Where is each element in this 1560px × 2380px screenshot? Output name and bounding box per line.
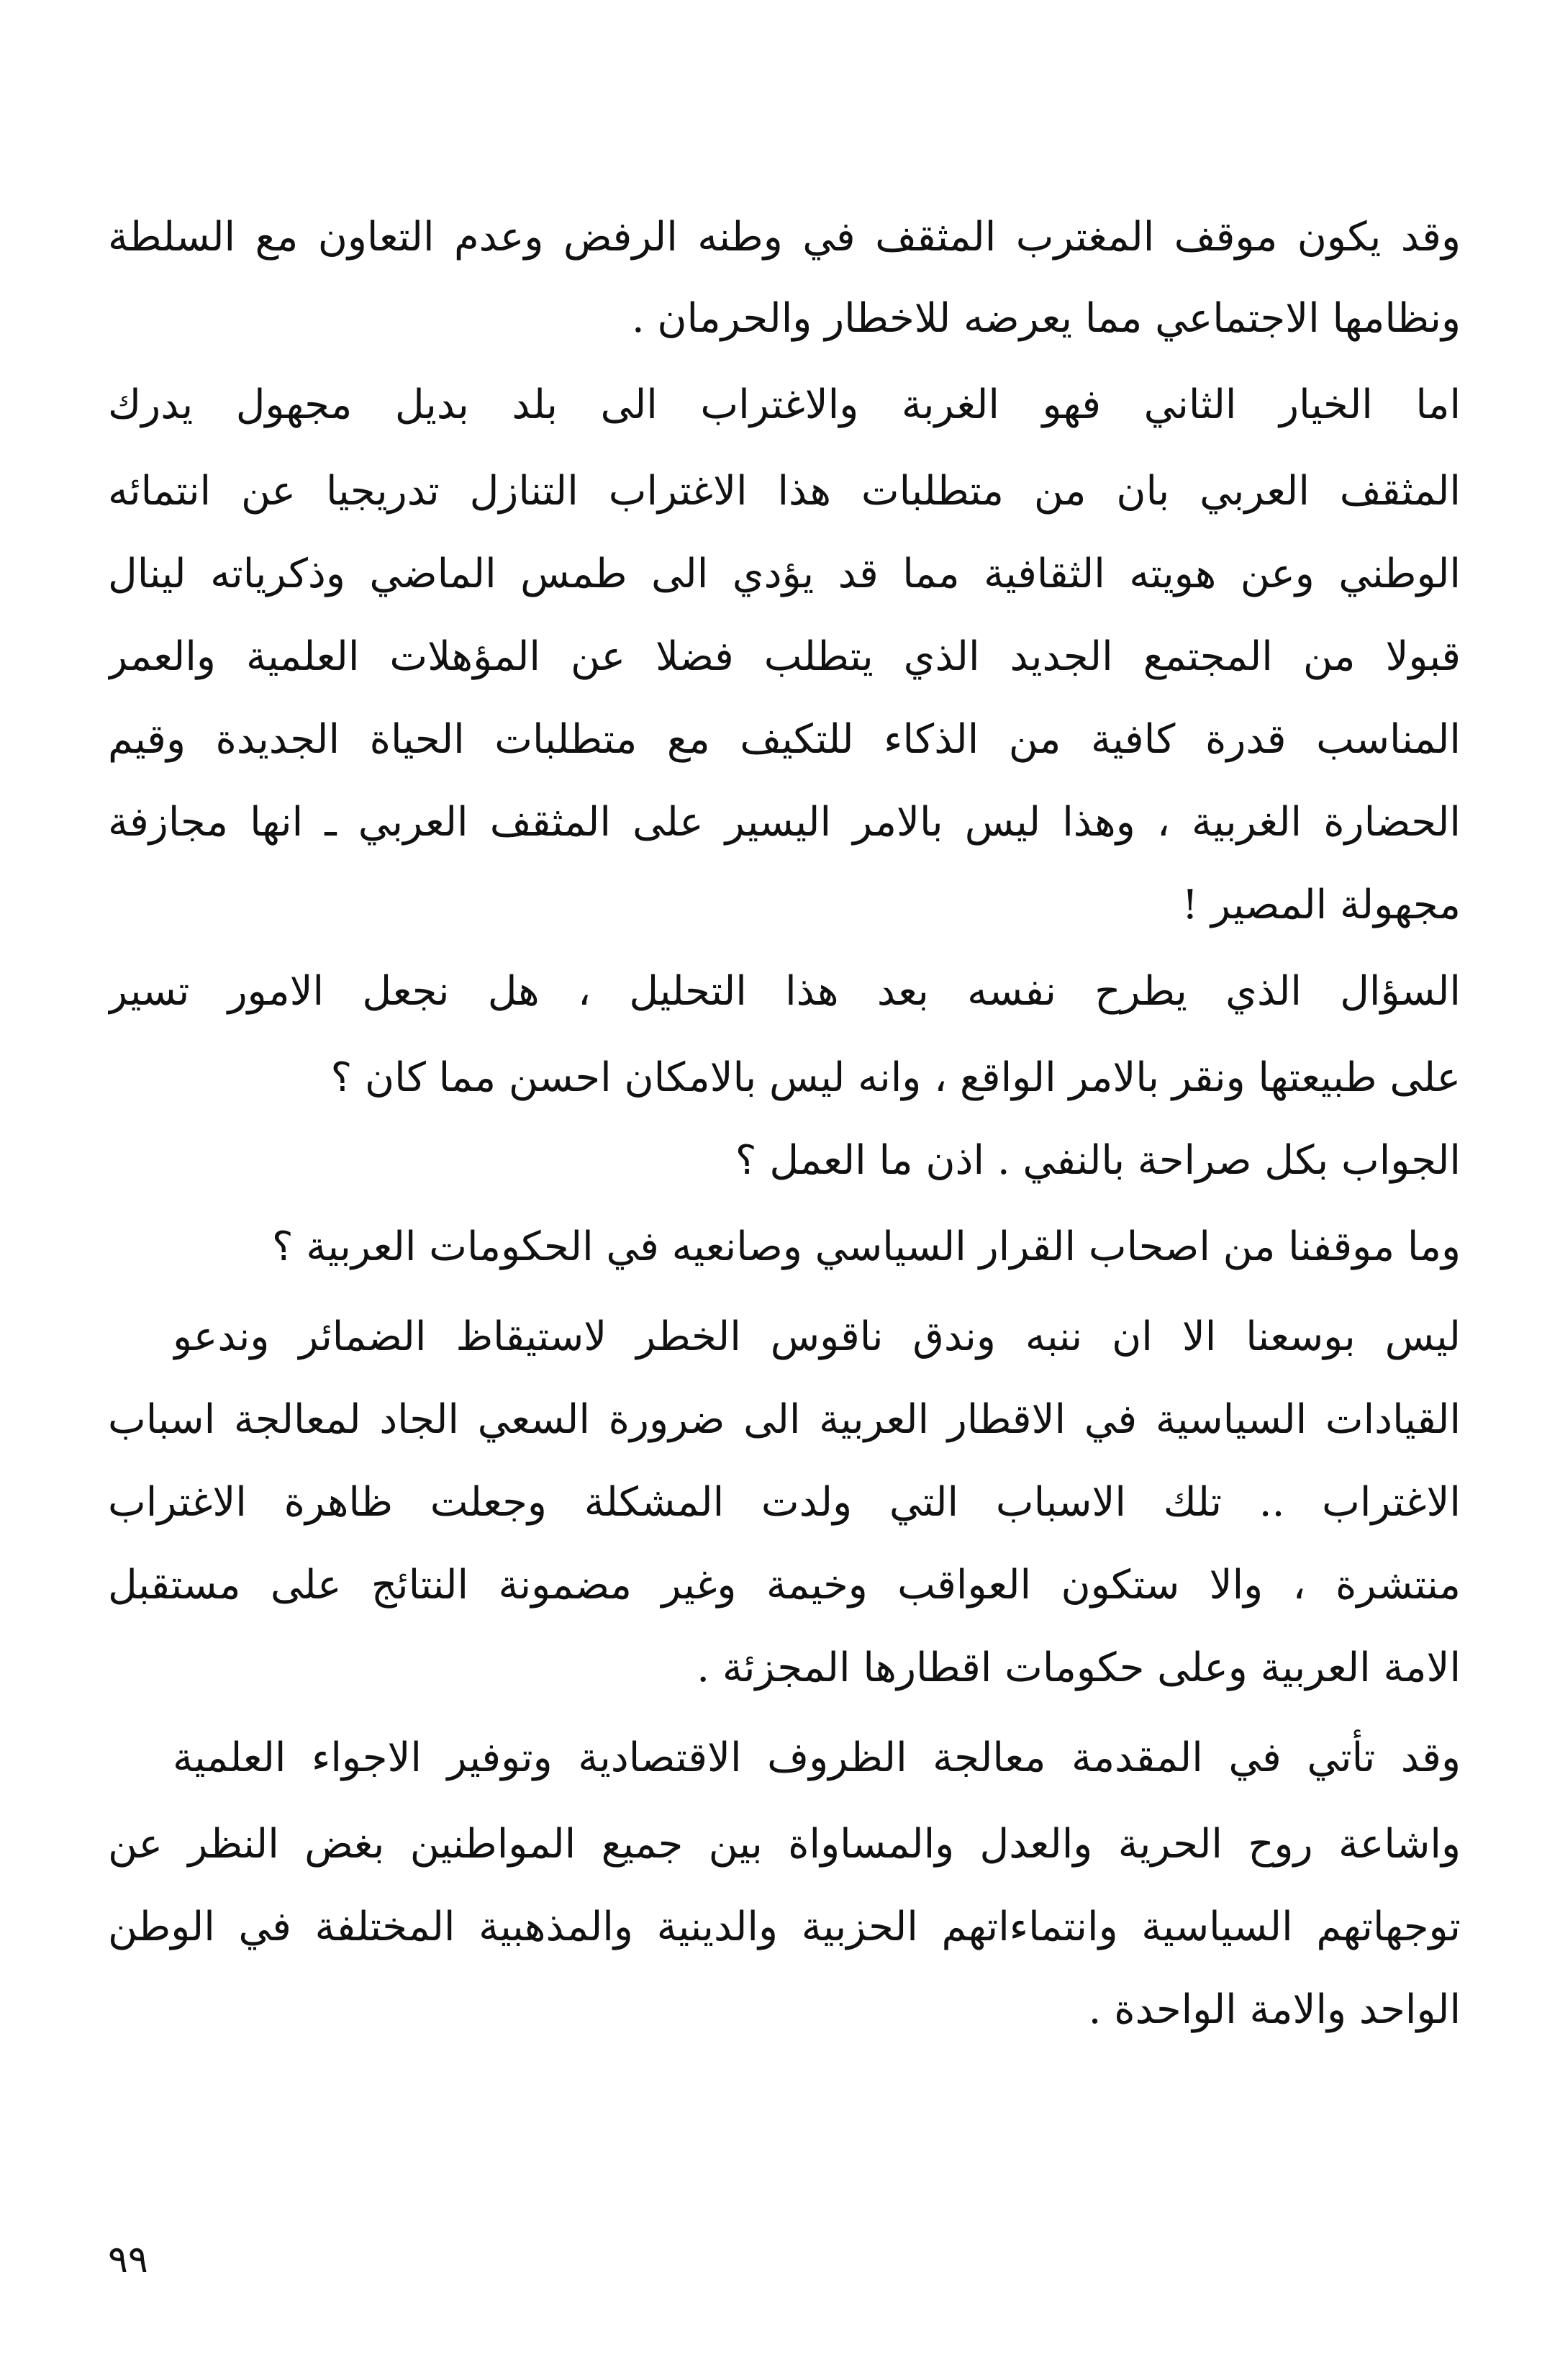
text-line: اما الخيار الثاني فهو الغربة والاغتراب الى بلد بديل مجهول يدرك xyxy=(108,381,1461,428)
text-line: وقد يكون موقف المغترب المثقف في وطنه الرفض وعدم التعاون مع السلطة xyxy=(108,214,1461,261)
text-line: المناسب قدرة كافية من الذكاء للتكيف مع متطلبات الحياة الجديدة وقيم xyxy=(108,716,1461,763)
page-number: ٩٩ xyxy=(108,2238,148,2281)
text-line: المثقف العربي بان من متطلبات هذا الاغتراب التنازل تدريجيا عن انتمائه xyxy=(108,468,1461,515)
text-line: الامة العربية وعلى حكومات اقطارها المجزئة . xyxy=(697,1644,1461,1691)
text-line: السؤال الذي يطرح نفسه بعد هذا التحليل ، هل نجعل الامور تسير xyxy=(108,968,1461,1015)
text-line: الواحد والامة الواحدة . xyxy=(1088,1986,1461,2033)
text-line: الوطني وعن هويته الثقافية مما قد يؤدي الى طمس الماضي وذكرياته لينال xyxy=(108,551,1461,597)
text-line: قبولا من المجتمع الجديد الذي يتطلب فضلا عن المؤهلات العلمية والعمر xyxy=(108,633,1461,680)
text-line: توجهاتهم السياسية وانتماءاتهم الحزبية والدينية والمذهبية المختلفة في الوطن xyxy=(108,1904,1461,1950)
text-line: ليس بوسعنا الا ان ننبه وندق ناقوس الخطر لاستيقاظ الضمائر وندعو xyxy=(173,1313,1461,1360)
text-line: وقد تأتي في المقدمة معالجة الظروف الاقتصادية وتوفير الاجواء العلمية xyxy=(173,1734,1461,1781)
text-line: القيادات السياسية في الاقطار العربية الى ضرورة السعي الجاد لمعالجة اسباب xyxy=(108,1396,1461,1443)
text-line: الحضارة الغربية ، وهذا ليس بالامر اليسير على المثقف العربي ـ انها مجازفة xyxy=(108,799,1461,846)
text-line: ونظامها الاجتماعي مما يعرضه للاخطار والحرمان . xyxy=(631,295,1461,342)
text-line: وما موقفنا من اصحاب القرار السياسي وصانعيه في الحكومات العربية ؟ xyxy=(271,1223,1461,1270)
text-line: مجهولة المصير ! xyxy=(1182,882,1461,928)
page-body xyxy=(108,180,1461,2310)
text-line: الاغتراب .. تلك الاسباب التي ولدت المشكلة وجعلت ظاهرة الاغتراب xyxy=(108,1479,1461,1526)
text-line: واشاعة روح الحرية والعدل والمساواة بين جميع المواطنين بغض النظر عن xyxy=(108,1821,1461,1868)
text-line: الجواب بكل صراحة بالنفي . اذن ما العمل ؟ xyxy=(735,1137,1461,1184)
text-line: منتشرة ، والا ستكون العواقب وخيمة وغير مضمونة النتائج على مستقبل xyxy=(108,1562,1461,1608)
text-line: على طبيعتها ونقر بالامر الواقع ، وانه ليس بالامكان احسن مما كان ؟ xyxy=(330,1054,1461,1101)
